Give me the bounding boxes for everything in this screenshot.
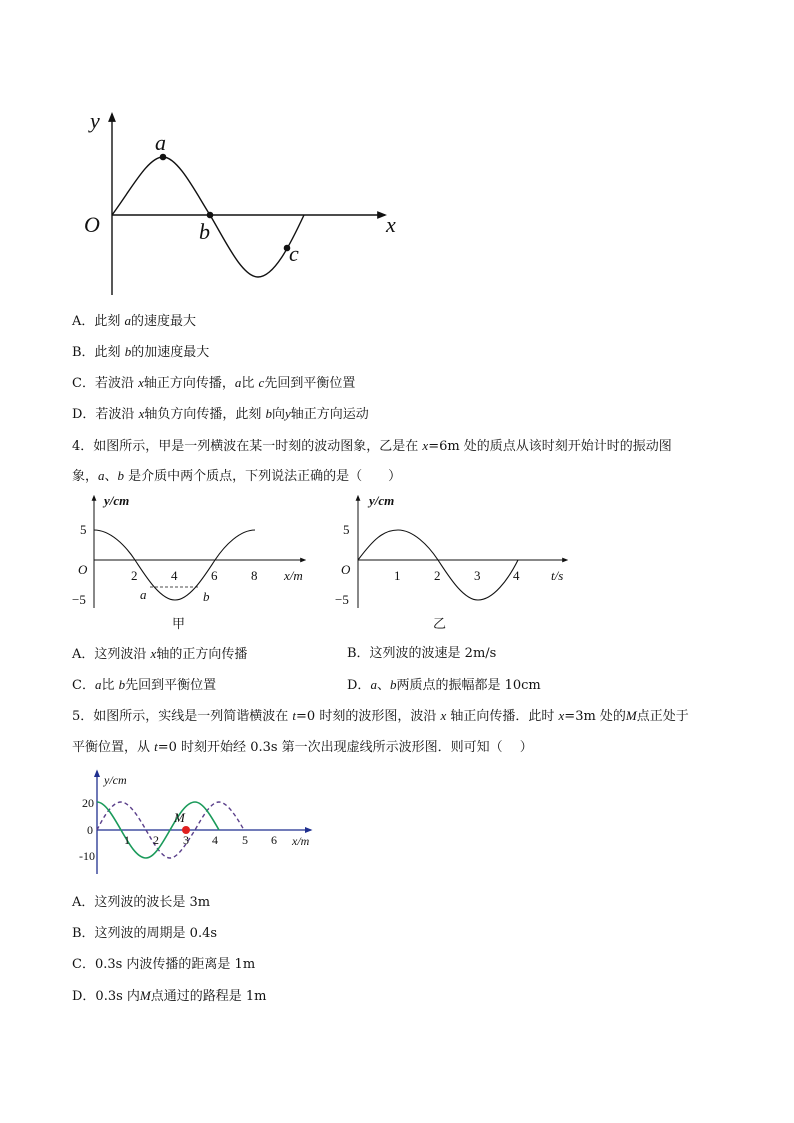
tick-5: 5 [242, 833, 248, 847]
option-var: b [118, 677, 126, 692]
option-var: M [139, 988, 151, 1003]
caption-yi: 乙 [433, 616, 447, 631]
x-axis-label: t/s [551, 568, 564, 583]
q4-option-d[interactable] [347, 676, 541, 695]
stem-text: 平衡位置，从 [72, 740, 155, 755]
option-var: a [94, 677, 102, 692]
option-text: 的加速度最大 [131, 345, 210, 360]
tick-3: 3 [474, 568, 481, 583]
option-var: b [124, 344, 132, 359]
option-var: c [258, 375, 265, 390]
option-var: a [124, 313, 132, 328]
option-text: 轴正方向运动 [290, 407, 369, 422]
tick-1: 1 [124, 833, 130, 847]
stem-text: 点正处于 [636, 709, 689, 724]
q4-figure-jia [70, 490, 320, 635]
option-text: C． [72, 678, 95, 693]
stem-var: a [98, 468, 105, 483]
stem-var: M [625, 708, 637, 723]
option-text: 比 [241, 376, 259, 391]
option-text: 先回到平衡位置 [264, 376, 356, 391]
q5-wave-figure [78, 768, 323, 878]
origin-label: O [341, 562, 351, 577]
stem-text: 、 [104, 469, 118, 484]
tick-2: 2 [131, 568, 138, 583]
y-axis-label: y/cm [369, 493, 395, 508]
tick-minus-5: −5 [335, 592, 349, 607]
option-text: B．此刻 [72, 345, 125, 360]
option-text: 、 [376, 678, 390, 693]
q5-option-a[interactable] [72, 894, 210, 912]
label-a: a [140, 587, 147, 602]
stem-var: b [117, 468, 125, 483]
option-text: 的速度最大 [131, 314, 197, 329]
q4-option-b[interactable] [347, 645, 496, 663]
q5-option-c[interactable] [72, 956, 255, 974]
q3-option-d[interactable] [72, 405, 369, 424]
option-var: y [285, 406, 291, 421]
tick-4: 4 [212, 833, 218, 847]
q4-stem-line2 [72, 467, 401, 486]
tick-4: 4 [171, 568, 178, 583]
q5-stem-line1 [72, 707, 689, 726]
y-axis-label: y/cm [104, 493, 130, 508]
option-text: 轴正方向传播， [143, 376, 235, 391]
tick-8: 8 [251, 568, 258, 583]
q4-stem-line1 [72, 437, 672, 456]
tick-20: 20 [82, 796, 94, 810]
option-var: b [389, 677, 397, 692]
tick-1: 1 [394, 568, 401, 583]
stem-text: 5．如图所示，实线是一列简谐横波在 [72, 709, 293, 724]
wave-curve [94, 530, 255, 600]
tick-5: 5 [343, 522, 350, 537]
tick-minus-10: -10 [79, 849, 95, 863]
q3-wave-figure [80, 108, 410, 308]
tick-6: 6 [211, 568, 218, 583]
stem-var: t [154, 739, 158, 754]
stem-text: =0 时刻的波形图，波沿 [296, 709, 441, 724]
q4-figure-yi [333, 490, 583, 635]
label-b: b [199, 219, 210, 244]
origin-label: O [78, 562, 88, 577]
stem-text: =0 时刻开始经 0.3s 第一次出现虚线所示波形图．则可知（ ） [157, 740, 533, 755]
label-c: c [289, 241, 299, 266]
x-axis-label: x/m [292, 834, 310, 848]
q3-option-c[interactable] [72, 374, 355, 393]
stem-var: x [440, 708, 447, 723]
option-var: a [370, 677, 377, 692]
option-text: 两质点的振幅都是 10cm [396, 678, 541, 693]
x-axis-label: x [386, 212, 396, 237]
option-var: x [150, 646, 157, 661]
q3-option-b[interactable] [72, 343, 209, 362]
stem-text: =3m 处的 [564, 709, 626, 724]
stem-text: 象， [72, 469, 99, 484]
q4-option-c[interactable] [72, 676, 216, 695]
origin-label: O [84, 212, 100, 237]
option-text: 轴的正方向传播 [156, 647, 248, 662]
option-text: 比 [101, 678, 119, 693]
option-var: x [138, 375, 144, 390]
option-text: A．这列波的波长是 3m [72, 895, 211, 910]
y-axis-label: y/cm [104, 773, 127, 787]
option-text: D．0.3s 内 [72, 989, 140, 1004]
tick-4: 4 [513, 568, 520, 583]
tick-5: 5 [80, 522, 87, 537]
option-text: B．这列波的周期是 0.4s [72, 926, 218, 941]
stem-text: 是介质中两个质点，下列说法正确的是（ ） [124, 469, 402, 484]
option-text: C．若波沿 [72, 376, 139, 391]
option-text: 先回到平衡位置 [125, 678, 217, 693]
y-axis-label: y [90, 108, 100, 133]
stem-var: x [422, 438, 429, 453]
option-text: 向 [271, 407, 285, 422]
option-var: x [138, 406, 145, 421]
q5-option-b[interactable] [72, 925, 217, 943]
option-var: b [265, 406, 272, 421]
stem-text: 轴正向传播．此时 [446, 709, 559, 724]
stem-text: 4．如图所示，甲是一列横波在某一时刻的波动图象，乙是在 [72, 439, 423, 454]
tick-6: 6 [271, 833, 277, 847]
stem-var: x [558, 708, 565, 723]
stem-var: t [292, 708, 297, 723]
option-text: 点通过的路程是 1m [150, 989, 267, 1004]
q5-stem-line2 [72, 738, 533, 757]
q3-option-a[interactable] [72, 312, 196, 331]
option-text: A．这列波沿 [72, 647, 151, 662]
tick-minus-5: −5 [72, 592, 86, 607]
tick-2: 2 [434, 568, 441, 583]
option-text: D． [347, 678, 371, 693]
option-var: a [234, 375, 242, 390]
option-text: C．0.3s 内波传播的距离是 1m [72, 957, 256, 972]
option-text: 轴负方向传播，此刻 [144, 407, 266, 422]
point-b [207, 212, 214, 219]
tick-2: 2 [153, 833, 159, 847]
point-M-label: M [174, 810, 185, 825]
x-axis-label: x/m [284, 568, 303, 583]
caption-jia: 甲 [172, 616, 186, 631]
q5-option-d[interactable] [72, 987, 266, 1006]
tick-3: 3 [183, 833, 189, 847]
label-a: a [155, 130, 166, 155]
q4-option-a[interactable] [72, 645, 247, 664]
option-text: D．若波沿 [72, 407, 139, 422]
vibration-curve [358, 530, 518, 600]
option-text: A．此刻 [72, 314, 125, 329]
option-text: B．这列波的波速是 2m/s [347, 646, 497, 661]
tick-0: 0 [87, 823, 93, 837]
label-b: b [203, 589, 210, 604]
stem-text: =6m 处的质点从该时刻开始计时的振动图 [428, 439, 672, 454]
